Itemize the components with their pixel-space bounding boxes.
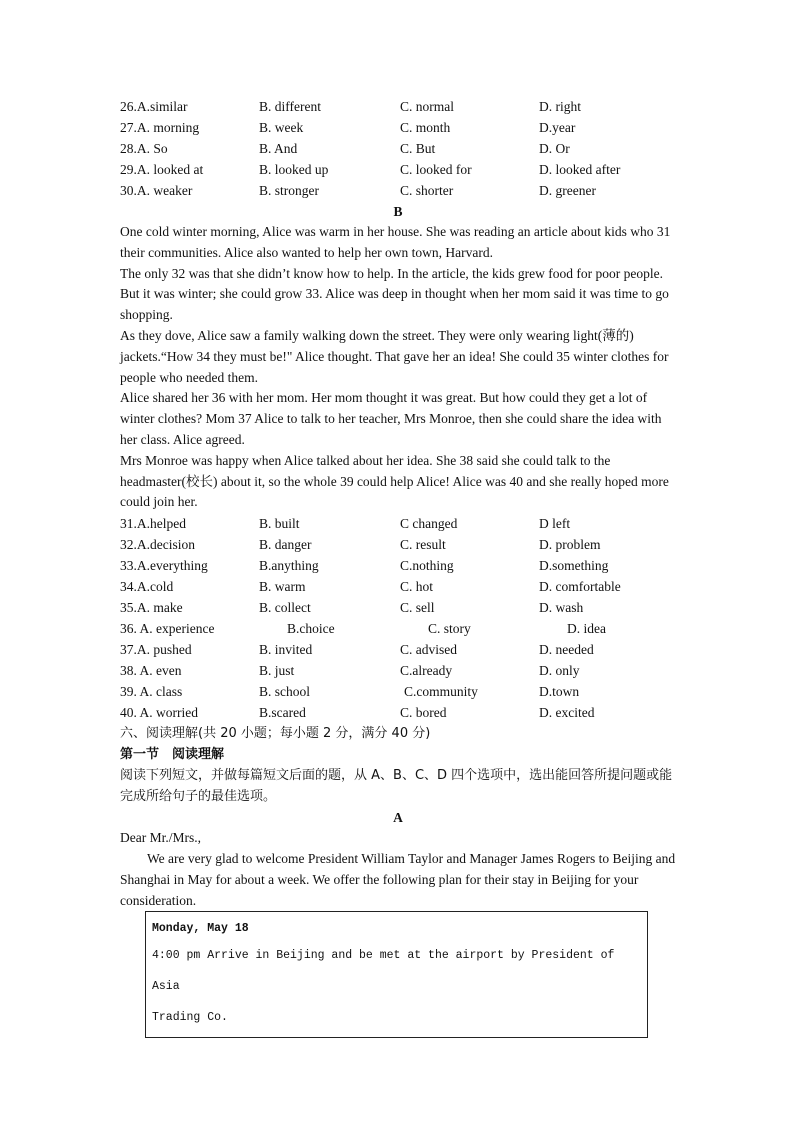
section-b-title: B (393, 204, 403, 219)
option-c: C. shorter (400, 183, 454, 198)
option-row-40 (120, 702, 676, 723)
option-b: B. collect (259, 600, 311, 616)
option-b: B. And (259, 141, 298, 156)
option-row-35 (120, 597, 676, 618)
schedule-entry: 4:00 pm Arrive in Beijing and be met at the airport by President of Asia (152, 949, 615, 994)
option-b: B. stronger (259, 183, 319, 198)
option-d: D. only (539, 663, 580, 679)
option-a: 35.A. make (120, 600, 183, 616)
option-d: D. looked after (539, 162, 621, 177)
option-a: 37.A. pushed (120, 642, 192, 658)
passage-paragraph: One cold winter morning, Alice was warm in her house. She was reading an article about kids who 31 their communities. Alice also wanted to help her own town, Harvard. (120, 224, 671, 260)
option-d: D. problem (539, 537, 601, 553)
option-b: B. looked up (259, 162, 329, 177)
option-b: B. warm (259, 579, 306, 595)
letter (120, 828, 676, 911)
option-b: B. built (259, 516, 300, 532)
passage-paragraph: As they dove, Alice saw a family walking down the street. They were only wearing light(薄的) jackets.“How 34 they must be!" Alice thought. That gave her an idea! She could 35 winter clothes for people who needed them. (120, 327, 669, 385)
document-page (120, 96, 676, 1038)
option-d: D. excited (539, 705, 595, 721)
option-d: D. greener (539, 183, 596, 198)
option-a: 27.A. morning (120, 120, 200, 135)
option-c: C. But (400, 141, 436, 156)
passage-b (120, 222, 676, 513)
option-d: D.something (539, 558, 609, 574)
option-a: 36. A. experience (120, 621, 215, 637)
option-d: D. wash (539, 600, 584, 616)
option-c: C.nothing (400, 558, 454, 574)
instructions: 阅读下列短文，并做每篇短文后面的题，从 A、B、C、D 四个选项中，选出能回答所提问题或能完成所给句子的最佳选项。 (120, 768, 673, 805)
option-b: B. different (259, 99, 321, 114)
option-c: C. sell (400, 600, 435, 616)
option-b: B. school (259, 684, 311, 700)
option-a: 28.A. So (120, 141, 168, 156)
letter-body: We are very glad to welcome President William Taylor and Manager James Rogers to Beijing and Shanghai in May for about a week. We offer the following plan for their stay in Beijing for your consideration. (120, 850, 676, 908)
option-row-28 (120, 138, 676, 159)
option-c: C. story (428, 621, 471, 637)
option-row-39 (120, 681, 676, 702)
option-d: D.town (539, 684, 580, 700)
option-c: C.already (400, 663, 453, 679)
option-b: B. just (259, 663, 295, 679)
passage-paragraph: Alice shared her 36 with her mom. Her mom thought it was great. But how could they get a lot of winter clothes? Mom 37 Alice to talk to her teacher, Mrs Monroe, then she could share the idea with her class. Alice agreed. (120, 390, 662, 447)
option-a: 31.A.helped (120, 516, 186, 532)
section-a-title: A (393, 810, 403, 826)
option-c: C.community (404, 684, 478, 700)
option-a: 32.A.decision (120, 537, 195, 553)
options-31-40 (120, 513, 676, 723)
option-row-26 (120, 96, 676, 117)
option-row-37 (120, 639, 676, 660)
option-c: C. normal (400, 99, 454, 114)
schedule-box (145, 911, 648, 1038)
option-b: B. danger (259, 537, 312, 553)
option-row-31 (120, 513, 676, 534)
option-row-32 (120, 534, 676, 555)
option-row-33 (120, 555, 676, 576)
option-c: C. month (400, 120, 451, 135)
option-d: D. comfortable (539, 579, 621, 595)
option-row-34 (120, 576, 676, 597)
option-a: 40. A. worried (120, 705, 198, 721)
option-c: C. hot (400, 579, 434, 595)
option-a: 30.A. weaker (120, 183, 193, 198)
option-c: C. looked for (400, 162, 472, 177)
option-d: D. Or (539, 141, 570, 156)
options-26-30 (120, 96, 676, 201)
option-row-38 (120, 660, 676, 681)
option-b: B.choice (287, 621, 335, 637)
section-1-header: 第一节 阅读理解 (120, 747, 225, 763)
letter-greeting: Dear Mr./Mrs., (120, 830, 201, 846)
option-a: 33.A.everything (120, 558, 208, 574)
option-d: D. right (539, 99, 581, 114)
schedule-entry-continued: Trading Co. (152, 1011, 228, 1025)
option-c: C. bored (400, 705, 447, 721)
option-a: 38. A. even (120, 663, 182, 679)
option-b: B.scared (259, 705, 306, 721)
passage-paragraph: The only 32 was that she didn’t know how to help. In the article, the kids grew food for poor people. But it was winter; she could grow 33. Alice was deep in thought when her mom said it was time to go shopping. (120, 265, 669, 323)
option-d: D. needed (539, 642, 594, 658)
option-a: 26.A.similar (120, 99, 188, 114)
option-row-27 (120, 117, 676, 138)
option-d: D left (539, 516, 571, 532)
option-b: B. invited (259, 642, 313, 658)
option-d: D. idea (567, 621, 606, 637)
schedule-day: Monday, May 18 (152, 922, 249, 936)
option-c: C changed (400, 516, 458, 532)
option-d: D.year (539, 120, 576, 135)
option-row-29 (120, 159, 676, 180)
option-a: 39. A. class (120, 684, 183, 700)
option-b: B.anything (259, 558, 319, 574)
option-c: C. result (400, 537, 446, 553)
option-row-30 (120, 180, 676, 201)
option-a: 29.A. looked at (120, 162, 204, 177)
section-6-header: 六、阅读理解(共 20 小题；每小题 2 分，满分 40 分) (120, 726, 431, 742)
passage-paragraph: Mrs Monroe was happy when Alice talked about her idea. She 38 said she could talk to the headmaster(校长) about it, so the whole 39 could help Alice! Alice was 40 and she really hoped more could join her. (120, 452, 669, 510)
option-row-36 (120, 618, 676, 639)
option-b: B. week (259, 120, 304, 135)
option-a: 34.A.cold (120, 579, 174, 595)
option-c: C. advised (400, 642, 457, 658)
